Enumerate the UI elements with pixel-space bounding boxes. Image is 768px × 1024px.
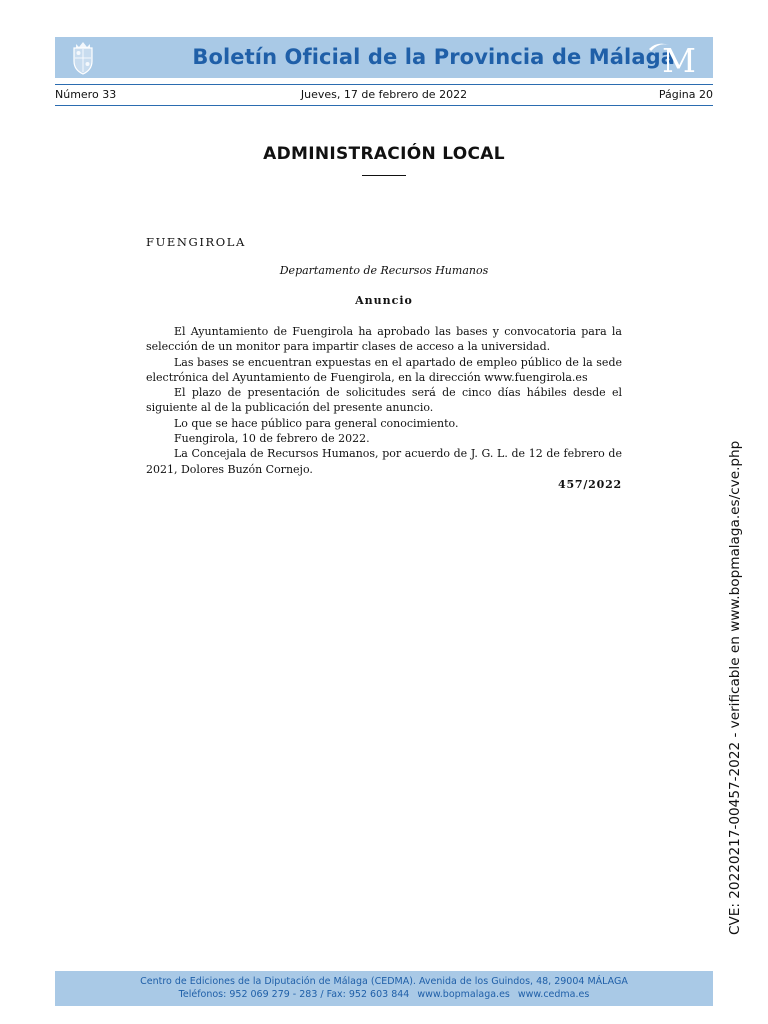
page-number: Página 20 bbox=[658, 88, 713, 101]
notice-paragraph: Las bases se encuentran expuestas en el apartado de empleo público de la sede electrónica del Ayuntamiento de Fuengirola, en la dirección www.fuengirola.es bbox=[146, 355, 622, 384]
notice-reference: 457/2022 bbox=[558, 478, 622, 491]
notice-type: Anuncio bbox=[355, 294, 413, 307]
footer-contact bbox=[55, 989, 713, 1000]
logo-letter: M bbox=[662, 41, 696, 76]
issue-date: Jueves, 17 de febrero de 2022 bbox=[300, 88, 468, 101]
footer-band bbox=[55, 971, 713, 1006]
department-name: Departamento de Recursos Humanos bbox=[279, 264, 489, 277]
notice-body bbox=[146, 324, 622, 477]
bulletin-logo-icon bbox=[645, 39, 701, 76]
header-rule bbox=[55, 84, 713, 85]
notice-paragraph: Lo que se hace público para general conocimiento. bbox=[174, 416, 459, 430]
issue-number: Número 33 bbox=[55, 88, 117, 101]
notice-paragraph: El Ayuntamiento de Fuengirola ha aprobado las bases y convocatoria para la selección de un monitor para impartir clases de acceso a la universidad. bbox=[146, 325, 622, 354]
section-title: ADMINISTRACIÓN LOCAL bbox=[263, 144, 505, 164]
footer-link-bopmalaga[interactable]: www.bopmalaga.es bbox=[417, 989, 510, 1000]
issue-meta-row bbox=[55, 88, 713, 104]
notice-paragraph: El plazo de presentación de solicitudes será de cinco días hábiles desde el siguiente al de la publicación del presente anuncio. bbox=[146, 386, 622, 415]
cve-verification-note: CVE: 20220217-00457-2022 - verificable en www.bopmalaga.es/cve.php bbox=[727, 440, 743, 935]
section-underline bbox=[362, 175, 406, 176]
footer-link-cedma[interactable]: www.cedma.es bbox=[517, 989, 590, 1000]
notice-paragraph: La Concejala de Recursos Humanos, por acuerdo de J. G. L. de 12 de febrero de 2021, Dolores Buzón Cornejo. bbox=[146, 447, 622, 476]
footer-phones: Teléfonos: 952 069 279 - 283 / Fax: 952 603 844 bbox=[178, 989, 410, 1000]
bulletin-title: Boletín Oficial de la Provincia de Málaga bbox=[192, 45, 675, 69]
meta-rule bbox=[55, 105, 713, 106]
municipality-heading: FUENGIROLA bbox=[146, 235, 246, 249]
footer-address: Centro de Ediciones de la Diputación de Málaga (CEDMA). Avenida de los Guindos, 48, 29004 MÁLAGA bbox=[140, 976, 628, 987]
notice-paragraph: Fuengirola, 10 de febrero de 2022. bbox=[174, 432, 370, 446]
